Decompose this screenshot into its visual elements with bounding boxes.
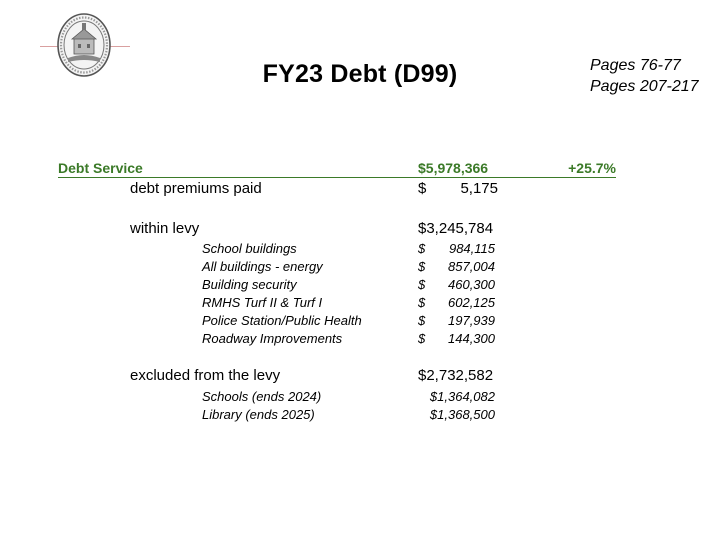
list-item-currency: $ xyxy=(418,295,426,310)
list-item-amount: $1,368,500 xyxy=(429,407,495,422)
within-levy-label: within levy xyxy=(130,220,200,237)
list-item-currency: $ xyxy=(418,241,426,256)
list-item-currency: $ xyxy=(418,331,426,346)
list-item-amount: 460,300 xyxy=(448,277,495,292)
list-item-label: Schools (ends 2024) xyxy=(202,389,322,404)
list-item-label: School buildings xyxy=(202,241,297,256)
excluded-total: $2,732,582 xyxy=(418,367,494,384)
premiums-label: debt premiums paid xyxy=(130,180,262,197)
debt-service-label: Debt Service xyxy=(58,160,143,176)
list-item-label: Roadway Improvements xyxy=(202,331,343,346)
seal-line-right xyxy=(110,46,130,47)
list-item-amount: 144,300 xyxy=(448,331,495,346)
list-item-amount: $1,364,082 xyxy=(429,389,495,404)
premiums-currency: $ xyxy=(418,180,427,197)
list-item-label: Building security xyxy=(202,277,297,292)
page-ref-1: Pages 76-77 xyxy=(590,57,681,74)
within-levy-total: $3,245,784 xyxy=(418,220,494,237)
debt-service-change: +25.7% xyxy=(568,160,616,176)
list-item-label: RMHS Turf II & Turf I xyxy=(202,295,323,310)
debt-service-row xyxy=(58,159,616,178)
list-item-currency: $ xyxy=(418,313,426,328)
premiums-amount: 5,175 xyxy=(460,180,498,197)
list-item-amount: 857,004 xyxy=(448,259,495,274)
list-item-amount: 602,125 xyxy=(448,295,495,310)
list-item-amount: 984,115 xyxy=(448,241,495,256)
page-ref-2: Pages 207-217 xyxy=(590,78,699,95)
list-item-amount: 197,939 xyxy=(448,313,495,328)
list-item-currency: $ xyxy=(418,259,426,274)
page-references xyxy=(590,55,699,97)
page-title: FY23 Debt (D99) xyxy=(262,60,458,88)
list-item-currency: $ xyxy=(418,277,426,292)
list-item-label: Police Station/Public Health xyxy=(202,313,362,328)
debt-service-amount: $5,978,366 xyxy=(418,160,489,176)
list-item-label: All buildings - energy xyxy=(202,259,323,274)
list-item-label: Library (ends 2025) xyxy=(202,407,315,422)
excluded-label: excluded from the levy xyxy=(130,367,281,384)
